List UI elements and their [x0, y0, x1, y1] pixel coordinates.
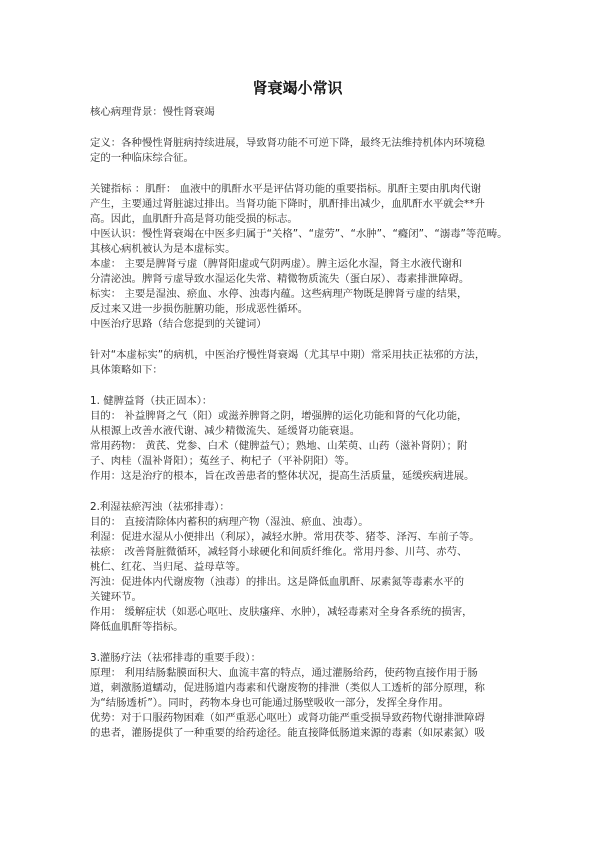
line-s3-principle-2: 道，刺激肠道蠕动，促进肠道内毒素和代谢废物的排泄（类似人工透析的部分原理，称 — [90, 682, 485, 694]
page-title: 肾衰竭小常识 — [252, 79, 343, 97]
line-section-2-heading: 2.利湿祛瘀泻浊（祛邪排毒）： — [90, 501, 230, 513]
line-s2-xiezhuo-1: 泻浊：促进体内代谢废物（浊毒）的排出。这是降低血肌酐、尿素氮等毒素水平的 — [90, 576, 465, 588]
line-definition-1: 定义：各种慢性肾脏病持续进展，导致肾功能不可逆下降，最终无法维持机体内环境稳 — [90, 137, 485, 149]
line-section-3-heading: 3.灌肠疗法（祛邪排毒的重要手段）： — [90, 652, 261, 664]
line-core-background: 核心病理背景：慢性肾衰竭 — [90, 106, 215, 118]
line-s3-principle-1: 原理： 利用结肠黏膜面积大、血流丰富的特点，通过灌肠给药，使药物直接作用于肠 — [90, 667, 478, 679]
line-key-indicator-1: 关键指标 ：肌酐： 血液中的肌酐水平是评估肾功能的重要指标。肌酐主要由肌肉代谢 — [90, 183, 482, 195]
line-strategy-intro-2: 具体策略如下： — [90, 364, 163, 376]
line-s1-drugs-2: 子、肉桂（温补肾阳）；菟丝子、枸杞子（平补阴阳）等。 — [90, 455, 355, 467]
line-tcm-approach-heading: 中医治疗思路（结合您提到的关键词） — [90, 318, 267, 330]
line-s2-xiezhuo-2: 关键环节。 — [90, 591, 142, 603]
line-s2-purpose: 目的： 直接清除体内蓄积的病理产物（湿浊、瘀血、浊毒）。 — [90, 516, 369, 528]
line-s3-principle-3: 为“结肠透析”）。同时，药物本身也可能通过肠壁吸收一部分，发挥全身作用。 — [90, 697, 449, 709]
line-s2-quyu-2: 桃仁、红花、当归尾、益母草等。 — [90, 561, 246, 573]
line-biaoshi-1: 标实： 主要是湿浊、瘀血、水停、浊毒内蕴。这些病理产物既是脾肾亏虚的结果， — [90, 288, 468, 300]
line-key-indicator-2: 产生，主要通过肾脏滤过排出。当肾功能下降时，肌酐排出减少，血肌酐水平就会**升 — [90, 198, 485, 210]
line-s2-quyu-1: 祛瘀： 改善肾脏微循环，减轻肾小球硬化和间质纤维化。常用丹参、川芎、赤芍、 — [90, 546, 468, 558]
line-s2-lishi: 利湿：促进水湿从小便排出（利尿），减轻水肿。常用茯苓、猪苓、泽泻、车前子等。 — [90, 531, 480, 543]
line-benxu-1: 本虚： 主要是脾肾亏虚（脾肾阳虚或气阴两虚）。脾主运化水湿，肾主水液代谢和 — [90, 258, 463, 270]
line-tcm-view-2: 其核心病机被认为是本虚标实。 — [90, 243, 236, 255]
line-s1-purpose-2: 从根源上改善水液代谢、减少精微流失、延缓肾功能衰退。 — [90, 425, 361, 437]
line-s1-effect: 作用：这是治疗的根本，旨在改善患者的整体状况，提高生活质量，延缓疾病进展。 — [90, 470, 475, 482]
line-biaoshi-2: 反过来又进一步损伤脏腑功能，形成恶性循环。 — [90, 303, 309, 315]
line-key-indicator-3: 高。因此，血肌酐升高是肾功能受损的标志。 — [90, 213, 298, 225]
line-definition-2: 定的一种临床综合征。 — [90, 152, 194, 164]
line-tcm-view-1: 中医认识：慢性肾衰竭在中医多归属于“关格”、“虚劳”、“水肿”、“癃闭”、“溺毒”等范畴。 — [90, 228, 508, 240]
line-s2-effect-1: 作用： 缓解症状（如恶心呕吐、皮肤瘙痒、水肿），减轻毒素对全身各系统的损害， — [90, 606, 473, 618]
line-s3-advantage-1: 优势：对于口服药物困难（如严重恶心呕吐）或肾功能严重受损导致药物代谢排泄障碍 — [90, 712, 485, 724]
line-s1-purpose-1: 目的： 补益脾肾之气（阳）或滋养脾肾之阴，增强脾的运化功能和肾的气化功能， — [90, 410, 468, 422]
line-strategy-intro-1: 针对“本虚标实”的病机，中医治疗慢性肾衰竭（尤其早中期）常采用扶正祛邪的方法， — [90, 349, 486, 361]
line-s3-advantage-2: 的患者，灌肠提供了一种重要的给药途径。能直接降低肠道来源的毒素（如尿素氮）吸 — [90, 727, 485, 739]
line-section-1-heading: 1. 健脾益肾（扶正固本）： — [90, 395, 213, 407]
line-s1-drugs-1: 常用药物： 黄芪、党参、白术（健脾益气）；熟地、山茱萸、山药（滋补肾阴）；附 — [90, 440, 468, 452]
line-s2-effect-2: 降低血肌酐等指标。 — [90, 621, 184, 633]
line-benxu-2: 分清泌浊。脾肾亏虚导致水湿运化失常、精微物质流失（蛋白尿）、毒素排泄障碍。 — [90, 273, 470, 285]
